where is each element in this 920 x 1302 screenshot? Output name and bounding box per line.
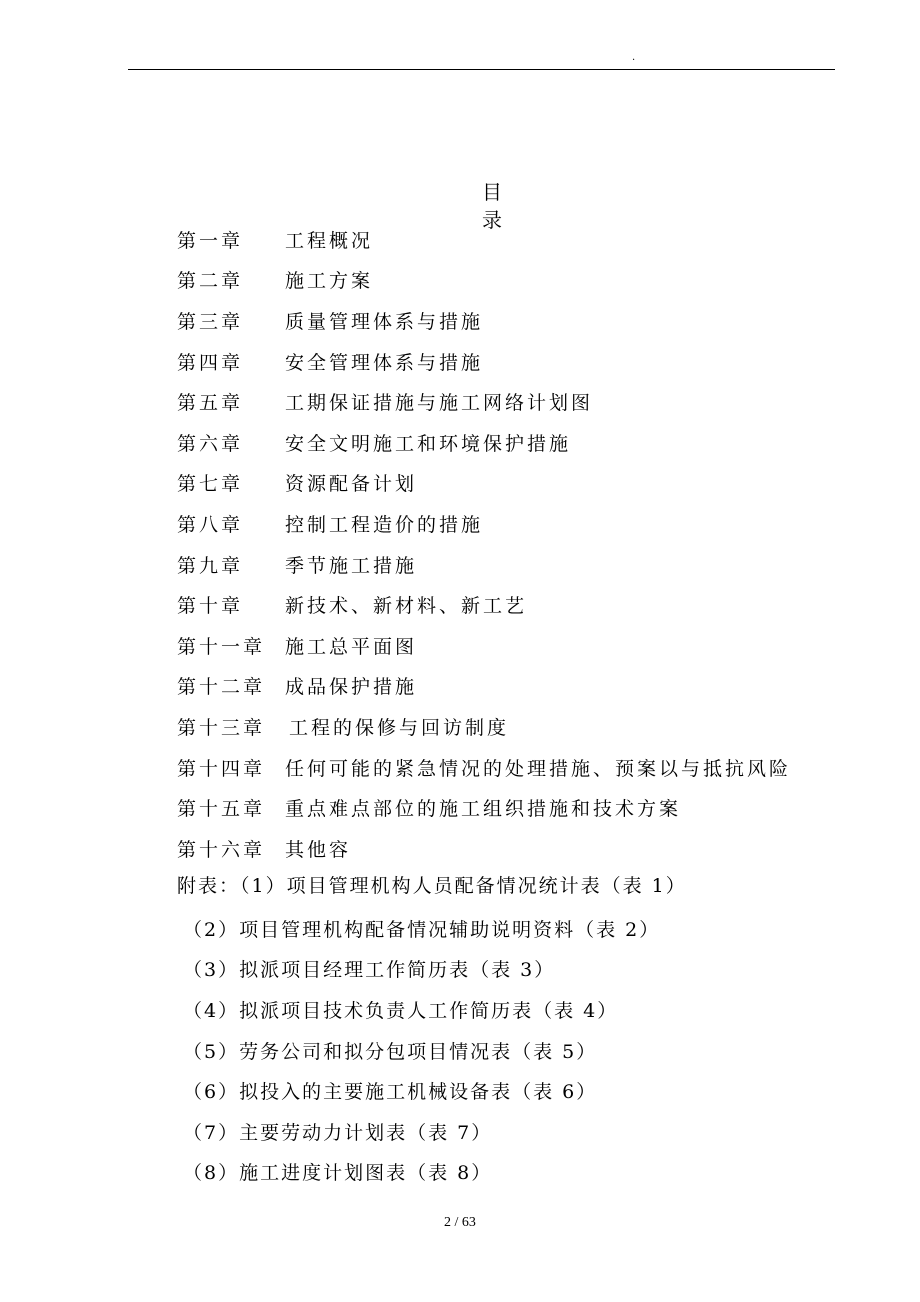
toc-entry <box>177 828 791 869</box>
toc-entry <box>177 381 791 422</box>
chapter-number: 第一章 <box>177 229 244 252</box>
chapter-number: 第十四章 <box>177 757 266 780</box>
chapter-number: 第十五章 <box>177 798 266 821</box>
chapter-number: 第十章 <box>177 595 244 618</box>
chapter-number: 第七章 <box>177 473 244 496</box>
chapter-number: 第六章 <box>177 432 244 455</box>
appendix-item: （3）拟派项目经理工作简历表（表 3） <box>183 959 556 982</box>
chapter-number: 第四章 <box>177 351 244 374</box>
chapter-number: 第五章 <box>177 392 244 415</box>
chapter-title: 安全管理体系与措施 <box>285 351 484 374</box>
chapter-title: 质量管理体系与措施 <box>285 310 484 333</box>
appendix-item: （4）拟派项目技术负责人工作简历表（表 4） <box>183 999 619 1022</box>
appendix-item: （7）主要劳动力计划表（表 7） <box>183 1121 493 1144</box>
appendix-item: （2）项目管理机构配备情况辅助说明资料（表 2） <box>183 918 661 941</box>
toc-entry <box>177 747 791 788</box>
chapter-title: 控制工程造价的措施 <box>285 513 484 536</box>
chapter-title: 工期保证措施与施工网络计划图 <box>285 392 594 415</box>
toc-entry <box>177 787 791 828</box>
chapter-title: 季节施工措施 <box>285 554 418 577</box>
toc-entry <box>177 706 791 747</box>
appendix-list <box>183 908 660 1192</box>
chapter-number: 第二章 <box>177 270 244 293</box>
chapter-number: 第十一章 <box>177 635 266 658</box>
appendix-item: （6）拟投入的主要施工机械设备表（表 6） <box>183 1081 598 1104</box>
toc-entry <box>177 422 791 463</box>
toc-entry <box>177 503 791 544</box>
appendix-item: （5）劳务公司和拟分包项目情况表（表 5） <box>183 1040 598 1063</box>
appendix-heading: 附表：（1）项目管理机构人员配备情况统计表（表 1） <box>177 875 687 897</box>
chapter-title: 任何可能的紧急情况的处理措施、预案以与抵抗风险 <box>285 757 792 780</box>
chapter-title: 其他容 <box>285 838 352 861</box>
toc-entry <box>177 341 791 382</box>
toc-title: 目 录 <box>482 180 528 232</box>
toc-entry <box>177 666 791 707</box>
toc-entry <box>177 463 791 504</box>
chapter-list <box>177 219 791 869</box>
chapter-title: 资源配备计划 <box>285 473 418 496</box>
chapter-title: 工程的保修与回访制度 <box>289 716 510 739</box>
page-number: 2 / 63 <box>444 1215 476 1230</box>
chapter-number: 第九章 <box>177 554 244 577</box>
chapter-number: 第三章 <box>177 310 244 333</box>
chapter-number: 第八章 <box>177 513 244 536</box>
appendix-item: （8）施工进度计划图表（表 8） <box>183 1162 493 1185</box>
chapter-title: 重点难点部位的施工组织措施和技术方案 <box>285 798 682 821</box>
chapter-title: 施工总平面图 <box>285 635 418 658</box>
header-rule <box>128 69 835 70</box>
chapter-number: 第十二章 <box>177 676 266 699</box>
toc-entry <box>177 219 791 260</box>
chapter-title: 新技术、新材料、新工艺 <box>285 595 528 618</box>
toc-entry <box>177 300 791 341</box>
toc-entry <box>177 584 791 625</box>
chapter-title: 安全文明施工和环境保护措施 <box>285 432 572 455</box>
chapter-number: 第十三章 <box>177 716 266 739</box>
toc-entry <box>177 544 791 585</box>
chapter-title: 成品保护措施 <box>285 676 418 699</box>
chapter-title: 工程概况 <box>285 229 374 252</box>
chapter-title: 施工方案 <box>285 270 374 293</box>
header-mark: . <box>632 52 636 63</box>
chapter-number: 第十六章 <box>177 838 266 861</box>
toc-entry <box>177 625 791 666</box>
toc-entry <box>177 260 791 301</box>
